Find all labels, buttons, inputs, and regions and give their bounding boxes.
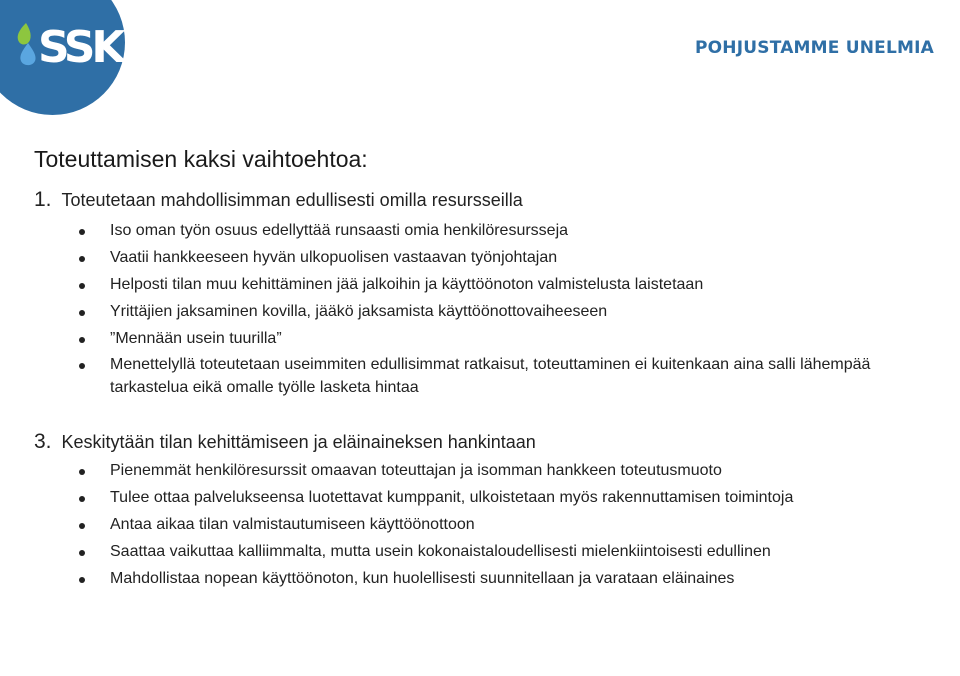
section-number: 1. <box>34 188 52 211</box>
list-item: Yrittäjien jaksaminen kovilla, jääkö jaksamista käyttöönottovaiheeseen <box>110 303 608 320</box>
section-number: 3. <box>34 430 52 453</box>
bullet-icon <box>79 469 85 475</box>
section-heading-3 <box>34 430 536 454</box>
bullet-icon <box>79 310 85 316</box>
list-item: ”Mennään usein tuurilla” <box>110 330 282 347</box>
page-title: Toteuttamisen kaksi vaihtoehtoa: <box>34 146 368 172</box>
section-heading-text: Keskitytään tilan kehittämiseen ja eläinaineksen hankintaan <box>61 432 536 452</box>
bullet-icon <box>79 363 85 369</box>
list-item: Iso oman työn osuus edellyttää runsaasti omia henkilöresursseja <box>110 222 569 239</box>
bullet-icon <box>79 550 85 556</box>
bullet-icon <box>79 283 85 289</box>
bullet-icon <box>79 229 85 235</box>
list-item: Menettelyllä toteutetaan useimmiten edullisimmat ratkaisut, toteuttaminen ei kuitenkaan aina salli lähempää tarkastelua eikä omalle työlle lasketa hintaa <box>110 356 871 396</box>
list-item: Vaatii hankkeeseen hyvän ulkopuolisen vastaavan työnjohtajan <box>110 249 558 266</box>
bullet-icon <box>79 496 85 502</box>
list-item: Pienemmät henkilöresurssit omaavan toteuttajan ja isomman hankkeen toteutusmuoto <box>110 462 722 479</box>
list-item: Mahdollistaa nopean käyttöönoton, kun huolellisesti suunnitellaan ja varataan eläinaines <box>110 570 735 587</box>
bullet-icon <box>79 523 85 529</box>
bullet-icon <box>79 337 85 343</box>
section-heading-1 <box>34 188 523 212</box>
tagline: POHJUSTAMME UNELMIA <box>695 38 934 58</box>
list-item: Helposti tilan muu kehittäminen jää jalkoihin ja käyttöönoton valmistelusta laistetaan <box>110 276 704 293</box>
list-item: Antaa aikaa tilan valmistautumiseen käyttöönottoon <box>110 516 475 533</box>
list-item: Saattaa vaikuttaa kalliimmalta, mutta usein kokonaistaloudellisesti mielenkiintoisesti edullinen <box>110 543 771 560</box>
list-item: Tulee ottaa palvelukseensa luotettavat kumppanit, ulkoistetaan myös rakennuttamisen toimintoja <box>110 489 794 506</box>
section-heading-text: Toteutetaan mahdollisimman edullisesti omilla resursseilla <box>61 190 523 210</box>
bullet-icon <box>79 577 85 583</box>
bullet-icon <box>79 256 85 262</box>
logo-text: SSK <box>38 22 122 73</box>
ssk-logo <box>0 0 125 115</box>
